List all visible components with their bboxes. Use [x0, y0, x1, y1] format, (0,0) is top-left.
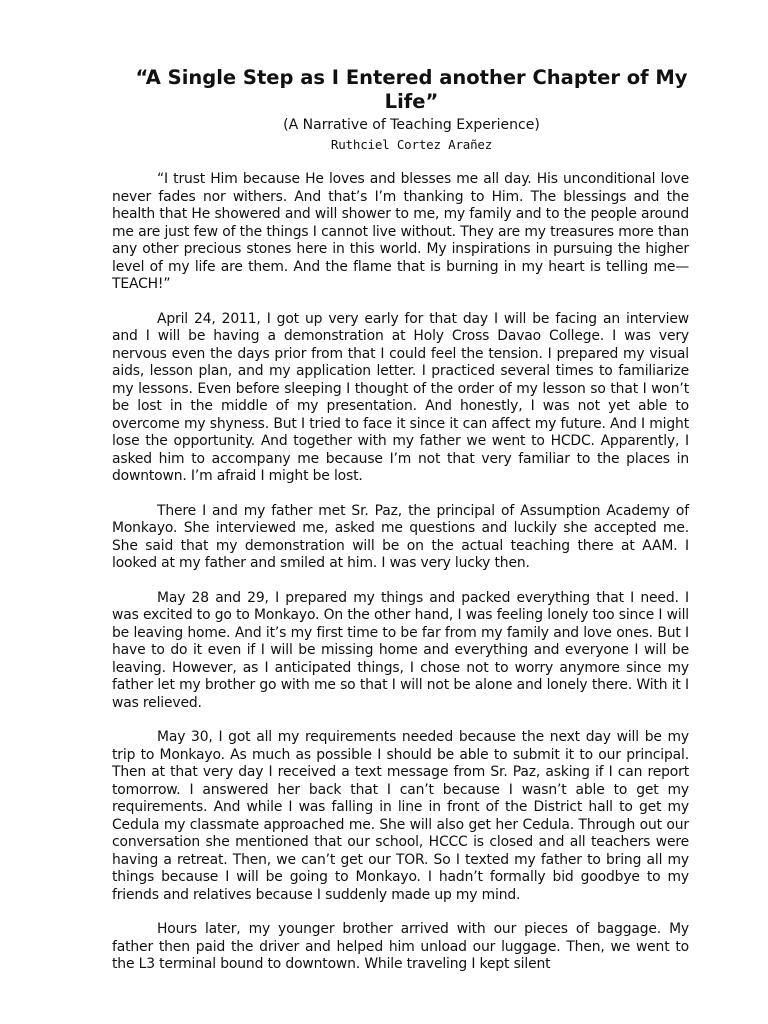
document-subtitle: (A Narrative of Teaching Experience)	[283, 117, 540, 133]
paragraph-4: May 28 and 29, I prepared my things and packed everything that I need. I was excited to go to Monkayo. On the other hand, I was feeling lonely too since I will be leaving home. And it’s my first time to be far from my family and love ones. But I have to do it even if I will be missing home and everything and everyone I will be leaving. However, as I anticipated things, I chose not to worry anymore since my father let my brother go with me so that I will not be alone and lonely there. With it I was relieved.	[112, 589, 689, 711]
paragraph-6: Hours later, my younger brother arrived with our pieces of baggage. My father then paid the driver and helped him unload our luggage. Then, we went to the L3 terminal bound to downtown. While traveling I kept silent	[112, 921, 689, 972]
paragraph-3: There I and my father met Sr. Paz, the principal of Assumption Academy of Monkayo. She interviewed me, asked me questions and luckily she accepted me. She said that my demonstration will be on the actual teaching there at AAM. I looked at my father and smiled at him. I was very lucky then.	[112, 502, 689, 571]
paragraph-1: “I trust Him because He loves and blesses me all day. His unconditional love never fades nor withers. And that’s I’m thanking to Him. The blessings and the health that He showered and will shower to me, my family and to the people around me are just few of the things I cannot live without. They are my treasures more than any other precious stones here in this world. My inspirations in pursuing the higher level of my life are them. And the flame that is burning in my heart is telling me—TEACH!”	[112, 171, 689, 292]
document-page	[112, 66, 689, 991]
paragraph-5: May 30, I got all my requirements needed because the next day will be my trip to Monkayo. As much as possible I should be able to submit it to our principal. Then at that very day I received a text message from Sr. Paz, asking if I can report tomorrow. I answered her back that I can’t because I wasn’t able to get my requirements. And while I was falling in line in front of the District hall to get my Cedula my classmate approached me. She will also get her Cedula. Through out our conversation she mentioned that our school, HCCC is closed and all teachers were having a retreat. Then, we can’t get our TOR. So I texted my father to bring all my things because I will be going to Monkayo. I hadn’t formally bid goodbye to my friends and relatives because I suddenly made up my mind.	[112, 729, 689, 903]
paragraph-2: April 24, 2011, I got up very early for that day I will be facing an interview and I will be having a demonstration at Holy Cross Davao College. I was very nervous even the days prior from that I could feel the tension. I prepared my visual aids, lesson plan, and my application letter. I practiced several times to familiarize my lessons. Even before sleeping I thought of the order of my lesson so that I won’t be lost in the middle of my presentation. And honestly, I was not yet able to overcome my shyness. But I tried to face it since it can affect my future. And I might lose the opportunity. And together with my father we went to HCDC. Apparently, I asked him to accompany me because I’m not that very familiar to the places in downtown. I’m afraid I might be lost.	[112, 310, 689, 484]
document-body	[112, 171, 689, 974]
author-name: Ruthciel Cortez Arañez	[330, 137, 493, 152]
document-title: “A Single Step as I Entered another Chapter of My Life”	[135, 66, 688, 113]
